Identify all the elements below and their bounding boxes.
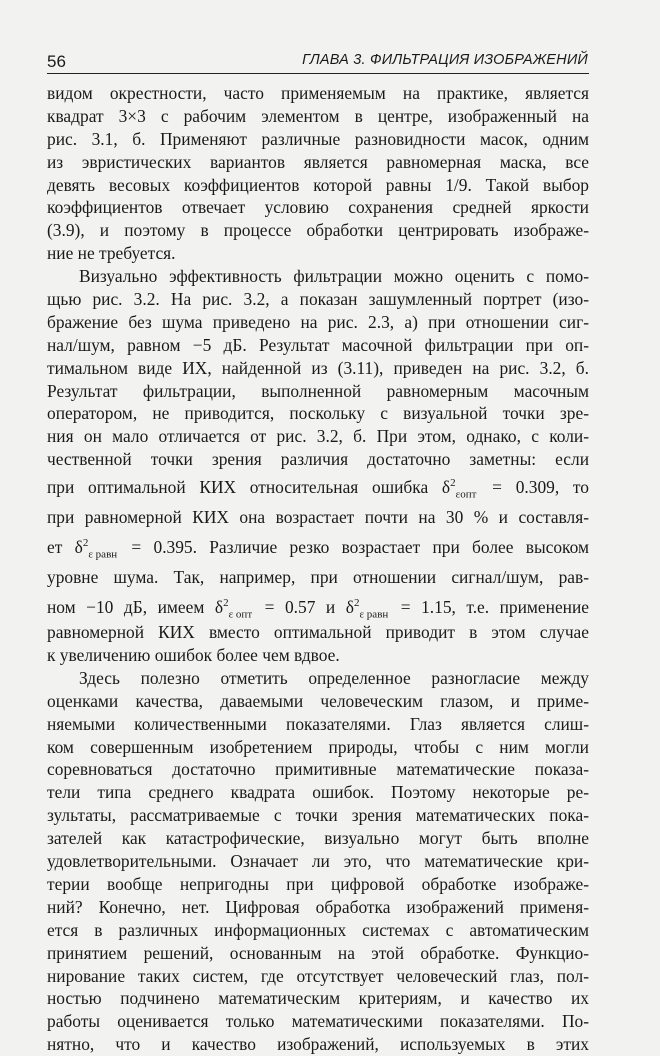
text-line: уровне шума. Так, например, при отношении сигнал/шум, рав- [47,567,589,588]
formula-value: = 1.15 [390,597,452,618]
formula-superscript: 2 [353,597,360,610]
text-line: ний? Конечно, нет. Цифровая обработка изображений применя- [47,896,589,917]
formula-subscript: ε равн [359,608,389,621]
text-line: Результат фильтрации, выполненной равномерным масочным [47,380,589,401]
text-line: терии вообще непригодны при цифровой обработке изображе- [47,873,589,894]
text-line: ется в различных информационных системах с автоматическим [47,919,589,940]
text-line: к увеличению ошибок более чем вдвое. [47,645,340,666]
page-number: 56 [47,52,66,71]
text-line: из эвристических вариантов является равномерная маска, все [47,151,589,172]
formula-subscript: εопт [455,488,477,501]
chapter-title: ГЛАВА 3. ФИЛЬТРАЦИЯ ИЗОБРАЖЕНИЙ [302,52,588,68]
error-formula-opt [441,477,555,501]
error-formula-opt-10db [214,597,316,621]
text-line: нирование таких систем, где отсутствует человеческий глаз, пол- [47,965,589,986]
text-line: зультаты, рассматриваемые с точки зрения математических пока- [47,805,589,826]
text-line: рис. 3.1, б. Применяют различные разновидности масок, одним [47,128,589,149]
formula-line [47,471,589,501]
text-line: ния он мало отличается от рис. 3.2, б. При этом, однако, с коли- [47,426,589,447]
text-line: квадрат 3×3 с рабочим элементом в центре, изображенный на [47,105,589,126]
formula-subscript: ε равн [88,548,118,561]
formula-line [47,591,589,621]
text-line: ние не требуется. [47,243,176,264]
text-line: тимальном виде ИХ, найденной из (3.11), приведен на рис. 3.2, б. [47,357,589,378]
text-line: оператором, не приводится, поскольку с визуальной точки зре- [47,403,589,424]
text-line: Здесь полезно отметить определенное разногласие между [79,667,589,688]
text-line: нал/шум, равном −5 дБ. Результат масочной фильтрации при оп- [47,334,589,355]
delta-symbol: δ [214,597,224,618]
body-text [47,82,589,1056]
formula-text: и [315,597,346,618]
formula-text: , т.е. применение [451,597,590,618]
error-formula-uniform-10db [345,597,452,621]
text-line: нятно, что и качество изображений, используемых в этих [47,1034,589,1055]
formula-superscript: 2 [223,597,229,610]
paragraph-2 [47,265,589,667]
text-line: видом окрестности, часто применяемым на практике, является [47,83,589,103]
formula-subscript: ε опт [228,608,253,621]
formula-value: = 0.309 [478,477,555,498]
paragraph-1 [47,82,589,265]
formula-value: = 0.395 [119,537,193,558]
text-line: соревноваться достаточно примитивные математические показа- [47,759,589,780]
text-line: равномерной КИХ вместо оптимальной приводит в этом случае [47,622,589,643]
formula-text: ет [47,537,63,558]
text-line: чественной точки зрения различия достаточно заметны: если [47,449,589,470]
formula-line [47,531,589,561]
text-line: ком совершенным изобретением природы, чтобы с ним могли [47,736,589,757]
text-line: щью рис. 3.2. На рис. 3.2, а показан зашумленный портрет (изо- [47,289,589,310]
text-line: (3.9), и поэтому в процессе обработки центрировать изображе- [47,220,589,241]
delta-symbol: δ [74,537,83,558]
error-formula-uniform [74,537,193,561]
text-line: девять весовых коэффициентов которой равны 1/9. Такой выбор [47,174,589,195]
paragraph-3 [47,667,589,1056]
formula-value: = 0.57 [254,597,316,618]
text-line: Визуально эффективность фильтрации можно оценить с помо- [79,266,589,287]
text-line: зателей как катастрофические, визуально могут быть вполне [47,828,589,849]
text-line: оценками качества, даваемыми человеческим глазом, и приме- [47,690,589,711]
text-line: работы оценивается только математическими показателями. По- [47,1011,589,1032]
formula-superscript: 2 [450,477,456,490]
formula-text: при оптимальной КИХ относительная ошибка [47,477,429,498]
delta-symbol: δ [441,477,451,498]
text-line: при равномерной КИХ она возрастает почти на 30 % и составля- [47,507,589,528]
formula-text: , то [554,477,589,498]
formula-text: ном −10 дБ, имеем [47,597,205,618]
formula-superscript: 2 [82,537,89,550]
text-line: удовлетворительными. Означает ли это, что математические кри- [47,851,589,872]
text-line: ностью подчинено математическим критериям, и качество их [47,988,589,1009]
header-rule [47,73,589,74]
delta-symbol: δ [345,597,354,618]
text-line: тели типа среднего квадрата ошибок. Поэтому некоторые ре- [47,782,589,803]
text-line: принятием решений, основанным на этой обработке. Функцио- [47,942,589,963]
formula-text: . Различие резко возрастает при более высоком [192,537,589,558]
text-line: коэффициентов отвечает условию сохранения средней яркости [47,197,589,218]
text-line: няемыми количественными показателями. Глаз является слиш- [47,713,589,734]
text-line: бражение без шума приведено на рис. 2.3, а) при отношении сиг- [47,311,589,332]
